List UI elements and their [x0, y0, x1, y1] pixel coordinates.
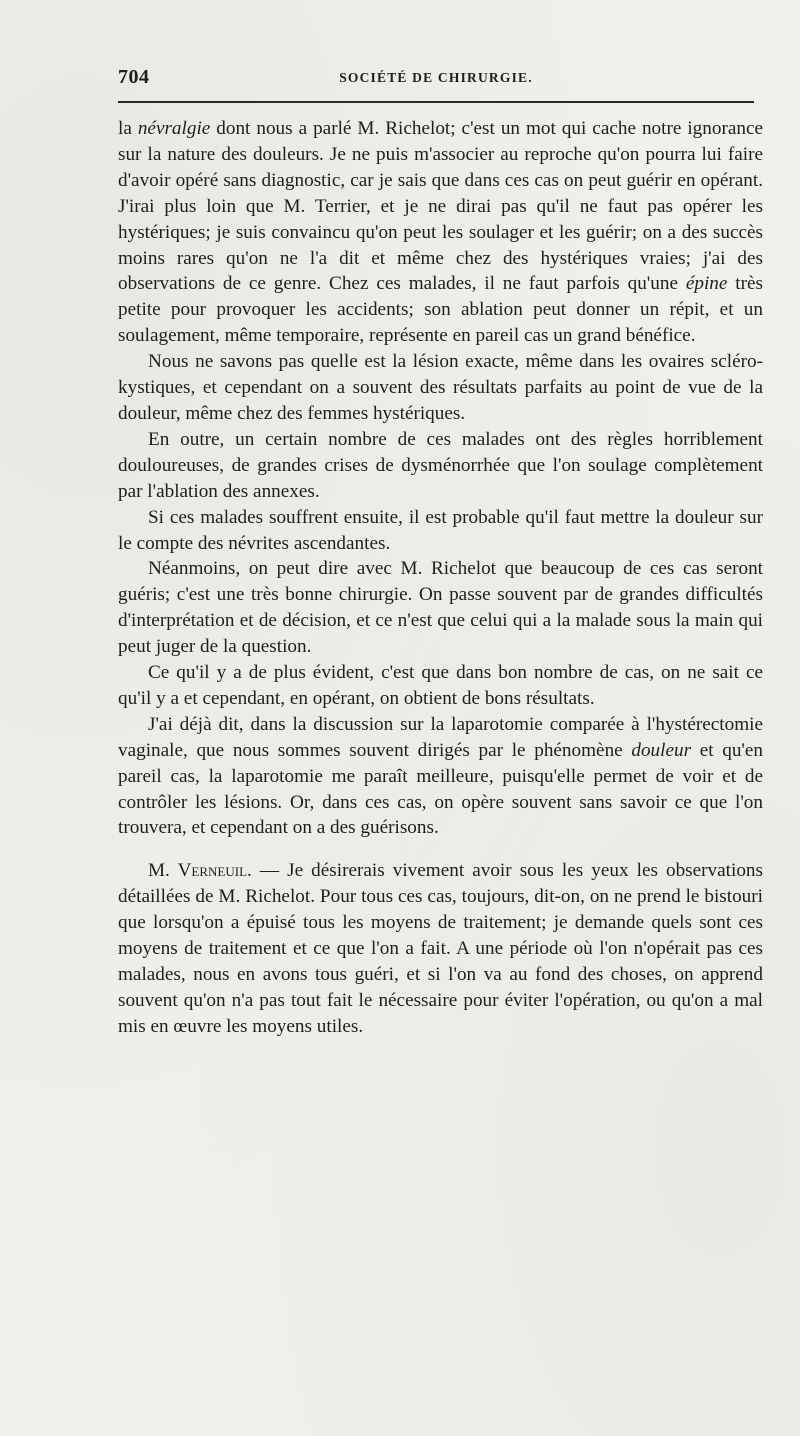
- paragraph-text: dont nous a parlé M. Richelot; c'est un mot qui cache notre ignorance sur la nature des douleurs. Je ne puis m'associer au reproche qu'on pourra lui faire d'avoir opéré sans diagnostic, car je sais que dans ces cas on peut guérir en opérant. J'irai plus loin que M. Terrier, et je ne dirai pas qu'il ne faut pas opérer les hystériques; je suis convaincu qu'on peut les soulager et les guérir; on a des succès moins rares qu'on ne l'a dit et même chez des hystériques vraies; j'ai des observations de ce genre. Chez ces malades, il ne faut parfois qu'une: [118, 118, 763, 295]
- paragraph: [118, 116, 763, 349]
- page-header: [118, 66, 754, 98]
- paragraph-text: — Je désirerais vivement avoir sous les yeux les observations détaillées de M. Richelot. Pour tous ces cas, toujours, dit-on, on ne prend le bistouri que lorsqu'on a épuisé tous les moyens de traitement; je demande quels sont ces moyens de traitement et ce que l'on a fait. A une période où l'on n'opérait pas ces malades, nous en avons tous guéri, et si l'on va au fond des choses, on apprend souvent qu'on n'a pas tout fait le nécessaire pour éviter l'opération, ou qu'on a mal mis en œuvre les moyens utiles.: [118, 860, 763, 1037]
- body-text: [118, 116, 763, 1040]
- paragraph-text: et qu'en pareil cas, la laparotomie me paraît meilleure, puisqu'elle permet de voir et de contrôler les lésions. Or, dans ces cas, on opère souvent sans savoir ce que l'on trouvera, et cependant on a des guérisons.: [118, 739, 763, 839]
- italic-term: douleur: [631, 739, 692, 761]
- paragraph: [118, 712, 763, 842]
- header-rule: [118, 101, 754, 103]
- paragraph: En outre, un certain nombre de ces malades ont des règles horriblement douloureuses, de grandes crises de dysménorrhée que l'on soulage complètement par l'ablation des annexes.: [118, 428, 763, 502]
- running-title: SOCIÉTÉ DE CHIRURGIE.: [339, 70, 533, 85]
- paragraph: Néanmoins, on peut dire avec M. Richelot que beaucoup de ces cas seront guéris; c'est une très bonne chirurgie. On passe souvent par de grandes difficultés d'interprétation et de décision, et ce n'est que celui qui a la malade sous la main qui peut juger de la question.: [118, 558, 763, 658]
- paragraph-text: J'ai déjà dit, dans la discussion sur la laparotomie comparée à l'hystérectomie vaginale, que nous sommes souvent dirigés par le phénomène: [118, 713, 763, 761]
- italic-term: épine: [685, 273, 728, 295]
- paragraph: Ce qu'il y a de plus évident, c'est que dans bon nombre de cas, on ne sait ce qu'il y a et cependant, en opérant, on obtient de bons résultats.: [118, 662, 763, 709]
- page-number: 704: [118, 66, 150, 88]
- paragraph: Nous ne savons pas quelle est la lésion exacte, même dans les ovaires scléro-kystiques, et cependant on a souvent des résultats parfaits au point de vue de la douleur, même chez des femmes hystériques.: [118, 351, 763, 424]
- speaker-name: M. Verneuil.: [148, 860, 252, 882]
- italic-term: névralgie: [137, 118, 211, 139]
- speaker-paragraph: [118, 858, 763, 1039]
- paragraph: Si ces malades souffrent ensuite, il est probable qu'il faut mettre la douleur sur le compte des névrites ascendantes.: [118, 506, 763, 554]
- paragraph-text: très petite pour provoquer les accidents; son ablation peut donner un répit, et un soulagement, même temporaire, représente en pareil cas un grand bénéfice.: [118, 273, 763, 347]
- paragraph-text: la: [118, 118, 138, 139]
